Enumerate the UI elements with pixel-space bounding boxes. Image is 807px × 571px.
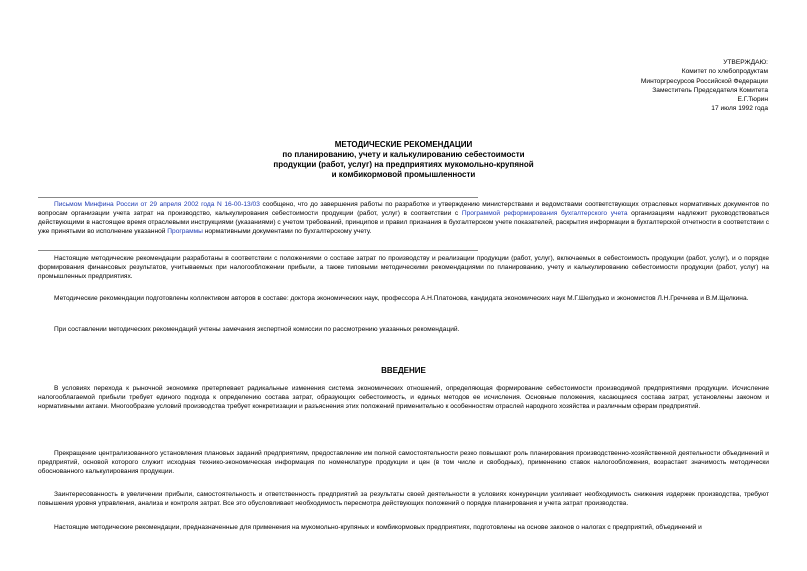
intro-paragraph-2: [38, 449, 769, 476]
approval-signatory: Е.Г.Тюрин: [737, 96, 768, 104]
approval-header: УТВЕРЖДАЮ:: [723, 59, 768, 66]
paragraph-purpose-text: Настоящие методические рекомендации разработаны в соответствии с положениями о составе затрат по производству и реализации продукции (работ, услуг), включаемых в себестоимость продукции (работ, услуг), и о порядке формирования финансовых результатов, учитываемых при налогообложении прибыли, а также типовыми методическими рекомендациями по планированию, учету и калькулированию себестоимости продукции (работ, услуг) на промышленных предприятиях.: [38, 255, 769, 281]
intro-paragraph-1: [38, 384, 769, 411]
approval-ministry: Минторгресурсов Российской Федерации: [640, 77, 768, 85]
paragraph-authors: [38, 294, 769, 303]
title-line-4: и комбикормовой промышленности: [331, 170, 476, 179]
paragraph-commission-text: При составлении методических рекомендаций учтены замечания экспертной комиссии по рассмотрению указанных рекомендаций.: [54, 326, 460, 333]
title-line-3: продукции (работ, услуг) на предприятиях мукомольно-крупяной: [273, 160, 534, 169]
ministry-letter-link[interactable]: Письмом Минфина России от 29 апреля 2002 года N 16-00-13/03: [54, 201, 260, 208]
title-line-1: МЕТОДИЧЕСКИЕ РЕКОМЕНДАЦИИ: [334, 140, 473, 149]
paragraph-commission: [38, 325, 769, 334]
intro-paragraph-1-text: В условиях перехода к рыночной экономике претерпевает радикальные изменения система экономических отношений, определяющая формирование себестоимости производимой предприятиями продукции. Исчисление налогооблагаемой прибыли требует единого подхода к определению состава затрат, образующих себестоимость, и единых методов ее исчисления. Основные положения, касающиеся состава затрат, установлены законом и нормативными актами. Многообразие условий производства требует конкретизации и разъяснения этих положений применительно к особенностям отраслей народного хозяйства и различным сферам предприятий.: [38, 385, 769, 411]
title-line-2: по планированию, учету и калькулированию себестоимости: [282, 150, 525, 159]
reform-program-link[interactable]: Программой реформирования бухгалтерского учета: [461, 210, 628, 218]
note-text-1: сообщено, что до завершения работы по разработке и утверждению министерствами и ведомствами соответствующих отраслевых нормативных документов по вопросам организации учета затрат на производство, калькулирования себестоимости продукции (работ, услуг) в соответствии с: [38, 201, 769, 218]
intro-paragraph-3-text: Заинтересованность в увеличении прибыли, самостоятельность и ответственность предприятий за результаты своей деятельности в условиях конкуренции усиливает необходимость снижения издержек производства, требуют повышения уровня управления, анализа и контроля затрат. Все это обусловливает необходимость пересмотра действующих положений о порядке планирования и учета затрат производства.: [38, 491, 769, 508]
paragraph-authors-text: Методические рекомендации подготовлены коллективом авторов в составе: доктора экономических наук, профессора А.Н.Платонова, кандидата экономических наук М.Г.Шелудько и экономистов Л.Н.Гречнева и В.М.Щелкина.: [54, 295, 749, 302]
introduction-heading: ВВЕДЕНИЕ: [381, 366, 426, 375]
program-link[interactable]: Программы: [167, 228, 203, 236]
document-title: [0, 140, 807, 180]
note-text-3: нормативными документами по бухгалтерскому учету.: [202, 228, 372, 236]
paragraph-purpose: [38, 254, 769, 281]
intro-paragraph-4: [38, 523, 769, 532]
approval-committee: Комитет по хлебопродуктам: [681, 68, 768, 76]
approval-block: [641, 58, 768, 114]
editorial-note: [38, 200, 769, 236]
note-text-2: организациям надлежит руководствоваться действующими в настоящее время отраслевыми инструкциями (указаниями) с учетом требований, принципов и правил признания в бухгалтерском учете показателей, раскрытия информации в бухгалтерской отчетности в соответствии с уже принятыми во исполнение указанной: [38, 210, 769, 236]
note-divider-top: [38, 197, 478, 198]
intro-paragraph-3: [38, 490, 769, 508]
intro-paragraph-4-text: Настоящие методические рекомендации, предназначенные для применения на мукомольно-крупяных и комбикормовых предприятиях, подготовлены на основе законов о налогах с предприятий, объединений и: [54, 524, 702, 531]
approval-position: Заместитель Председателя Комитета: [652, 86, 768, 94]
note-divider-bottom: [38, 250, 478, 251]
approval-date: 17 июля 1992 года: [711, 105, 768, 113]
intro-paragraph-2-text: Прекращение централизованного установления плановых заданий предприятиям, предоставление им полной самостоятельности резко повышают роль планирования производственно-хозяйственной деятельности объединений и предприятий, основой которого служит исходная технико-экономическая информация по номенклатуре продукции и цен (в том числе и свободных), применению ставок налогообложения, возрастает значимость методически обоснованного калькулирования продукции.: [38, 450, 769, 476]
